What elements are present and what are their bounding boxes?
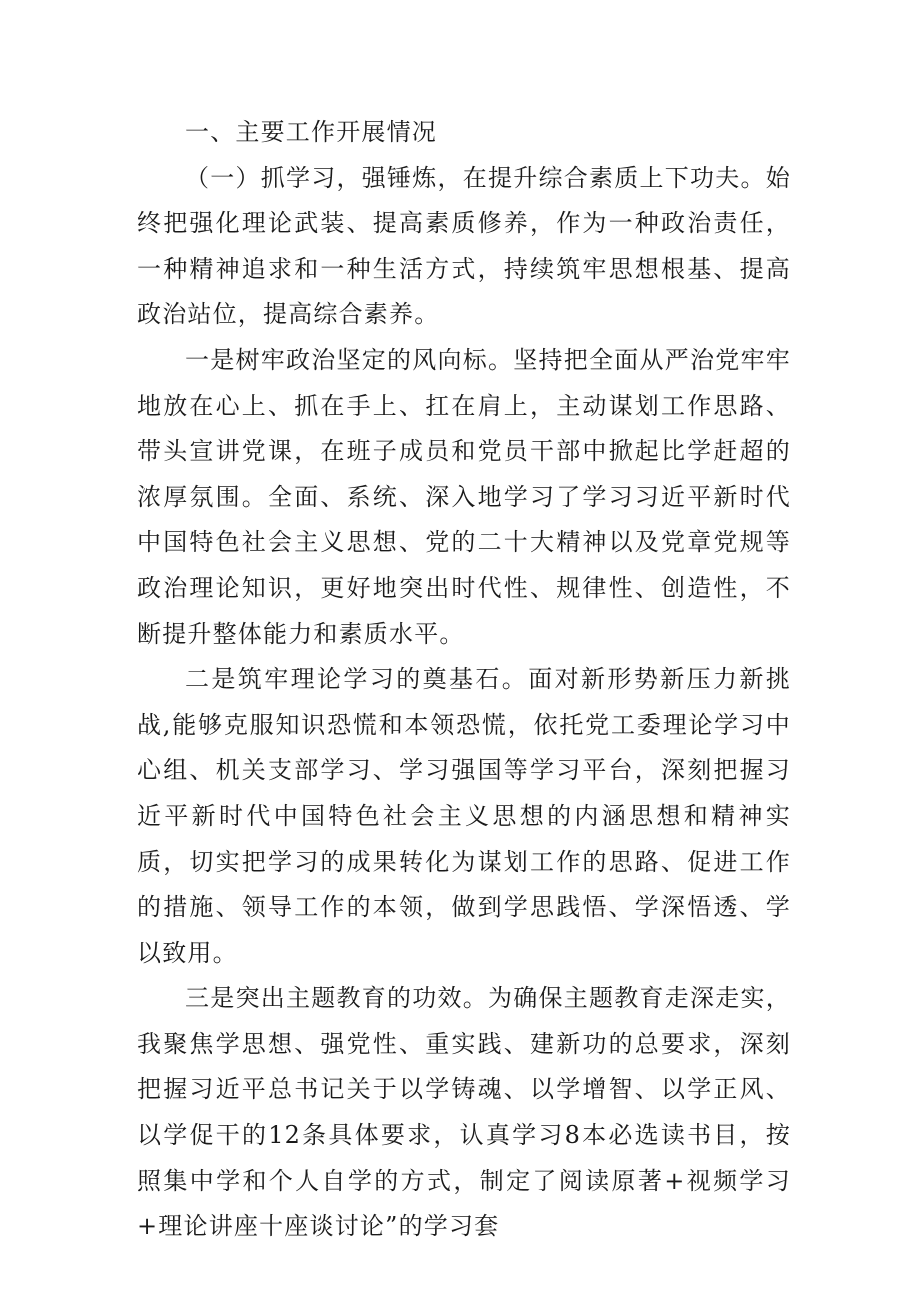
paragraph-study-overview: （一）抓学习，强锤炼，在提升综合素质上下功夫。始终把强化理论武装、提高素质修养，作为一种政治责任，一种精神追求和一种生活方式，持续筑牢思想根基、提高政治站位，提高综合素养。 (137, 163, 791, 329)
paragraph-theory-foundation: 二是筑牢理论学习的奠基石。面对新形势新压力新挑战,能够克服知识恐慌和本领恐慌，依托党工委理论学习中心组、机关支部学习、学习强国等学习平台，深刻把握习近平新时代中国特色社会主义思想的内涵思想和精神实质，切实把学习的成果转化为谋划工作的思路、促进工作的措施、领导工作的本领，做到学思践悟、学深悟透、学以致用。 (137, 665, 791, 967)
paragraph-political-direction: 一是树牢政治坚定的风向标。坚持把全面从严治党牢牢地放在心上、抓在手上、扛在肩上，主动谋划工作思路、带头宣讲党课，在班子成员和党员干部中掀起比学赶超的浓厚氛围。全面、系统、深入地学习了学习习近平新时代中国特色社会主义思想、党的二十大精神以及党章党规等政治理论知识，更好地突出时代性、规律性、创造性，不断提升整体能力和素质水平。 (137, 345, 791, 648)
paragraph-theme-education: 三是突出主题教育的功效。为确保主题教育走深走实，我聚焦学思想、强党性、重实践、建新功的总要求，深刻把握习近平总书记关于以学铸魂、以学增智、以学正风、以学促干的12条具体要求，认真学习8本必选读书目，按照集中学和个人自学的方式，制定了阅读原著+视频学习+理论讲座十座谈讨论”的学习套 (137, 984, 791, 1241)
section-heading: 一、主要工作开展情况 (185, 118, 437, 146)
document-body (137, 110, 791, 1250)
